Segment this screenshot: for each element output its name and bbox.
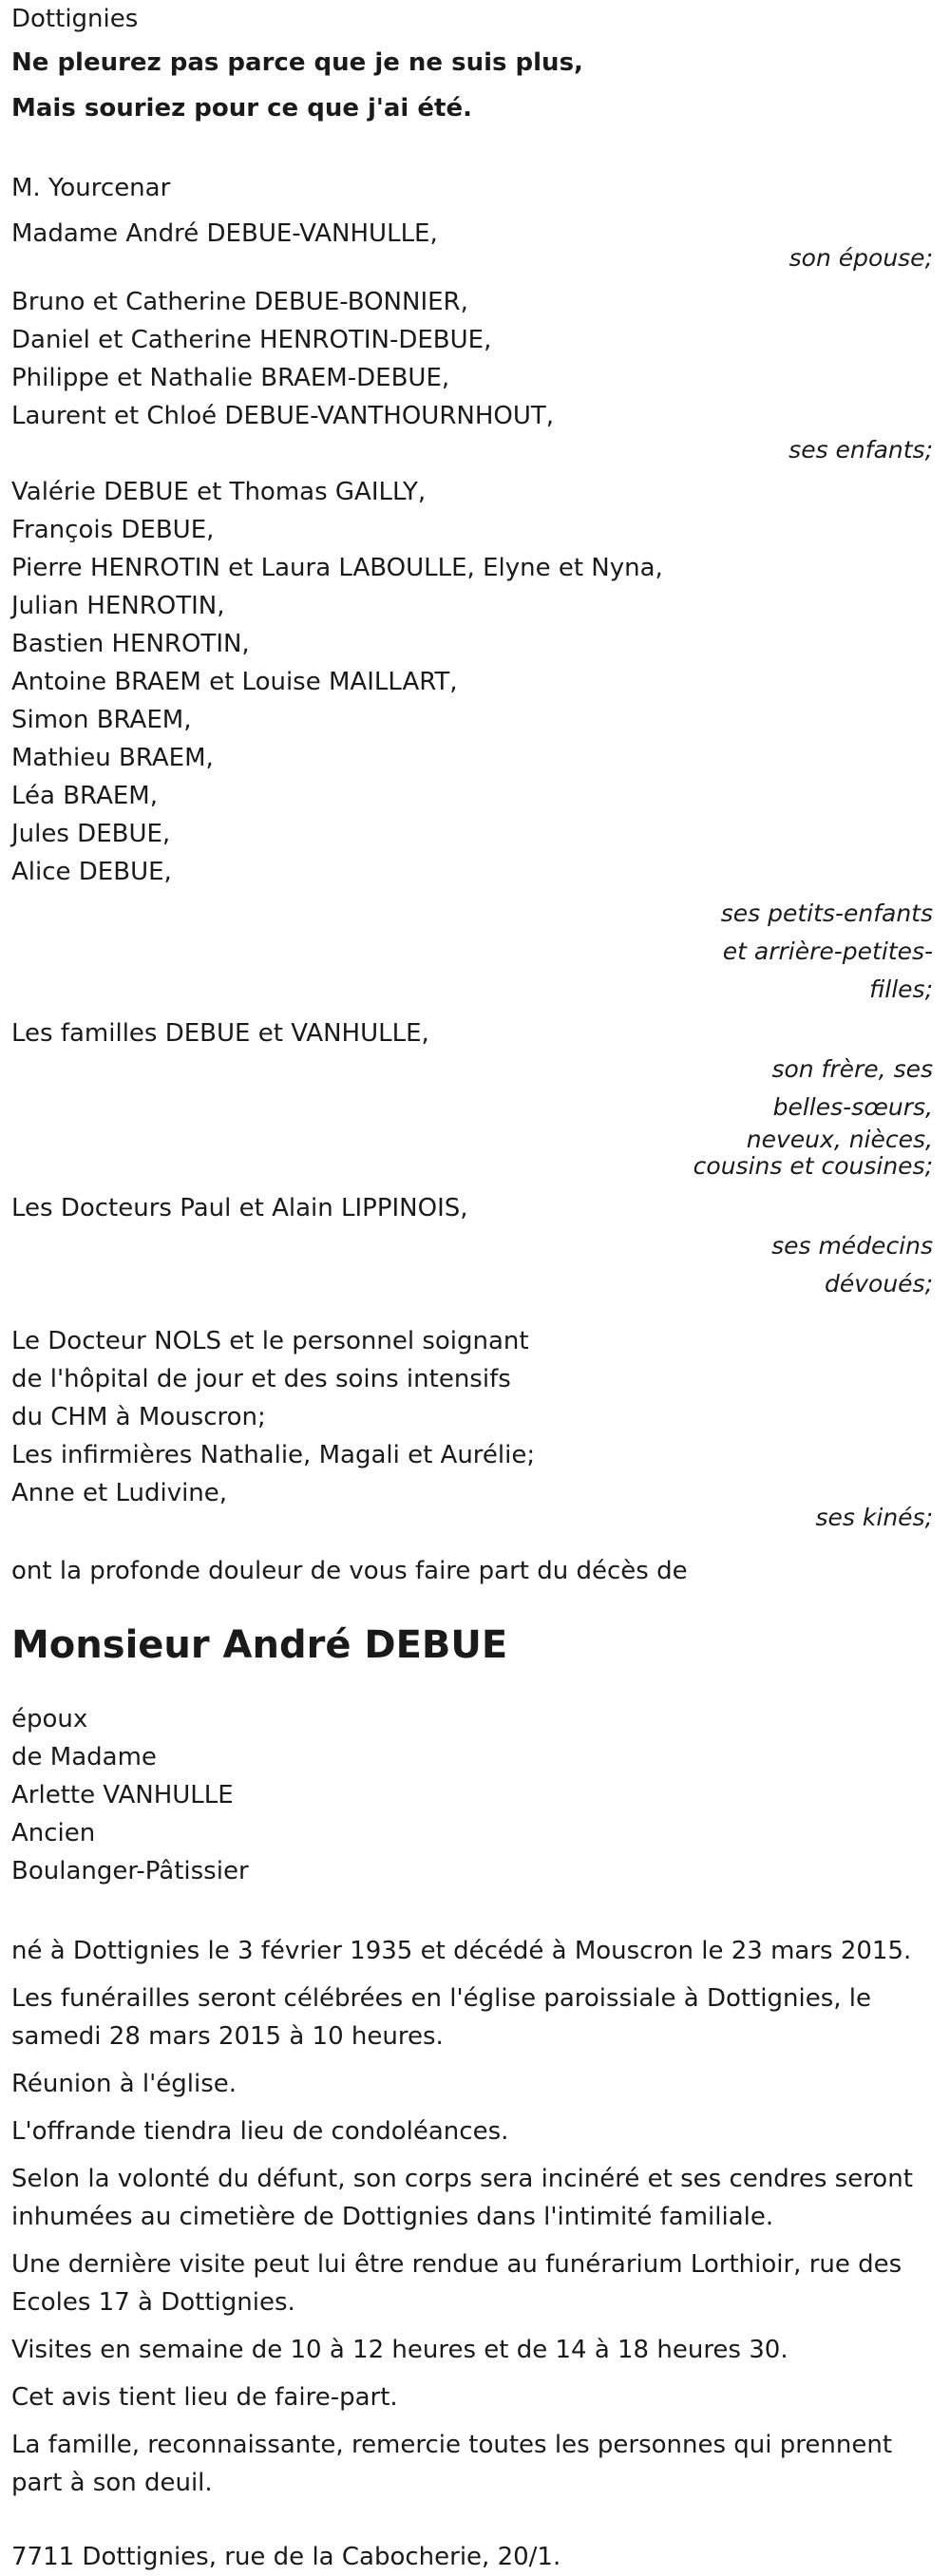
spouse-line: Boulanger-Pâtissier <box>11 1857 249 1885</box>
relation-label: cousins et cousines; <box>693 1152 933 1180</box>
spouse-info <box>11 1700 939 1890</box>
detail-paragraph: Une dernière visite peut lui être rendue au funérarium Lorthioir, rue des Ecoles 17 à Dottignies. <box>11 2250 902 2317</box>
family-name: Pierre HENROTIN et Laura LABOULLE, Elyne et Nyna, <box>11 554 663 582</box>
address-footer: 7711 Dottignies, rue de la Cabocherie, 20/1. <box>11 2543 561 2571</box>
family-name: Simon BRAEM, <box>11 706 192 734</box>
announcement-text: ont la profonde douleur de vous faire part du décès de <box>11 1557 688 1585</box>
family-group-5 <box>11 1189 939 1303</box>
poem-line-1: Ne pleurez pas parce que je ne suis plus, <box>11 48 583 77</box>
detail-paragraph: Réunion à l'église. <box>11 2070 238 2098</box>
family-name: Les Docteurs Paul et Alain LIPPINOIS, <box>11 1194 468 1222</box>
deceased-name: Monsieur André DEBUE <box>11 1623 508 1667</box>
detail-paragraph: La famille, reconnaissante, remercie toutes les personnes qui prennent part à son deuil. <box>11 2431 893 2497</box>
detail-paragraph: L'offrande tiendra lieu de condoléances. <box>11 2117 509 2146</box>
relation-label: et arrière-petites- <box>722 938 933 965</box>
relation-label: dévoués; <box>824 1270 933 1297</box>
family-name: Antoine BRAEM et Louise MAILLART, <box>11 668 458 696</box>
family-name: François DEBUE, <box>11 516 215 544</box>
family-name: Bastien HENROTIN, <box>11 630 250 658</box>
family-group-2 <box>11 283 939 469</box>
family-name: Laurent et Chloé DEBUE-VANTHOURNHOUT, <box>11 402 555 430</box>
family-name: du CHM à Mouscron; <box>11 1403 266 1431</box>
family-name: Bruno et Catherine DEBUE-BONNIER, <box>11 288 468 316</box>
family-name: Le Docteur NOLS et le personnel soignant <box>11 1327 529 1355</box>
family-name: Julian HENROTIN, <box>11 592 225 620</box>
spouse-line: époux <box>11 1705 88 1733</box>
family-name: Philippe et Nathalie BRAEM-DEBUE, <box>11 364 450 392</box>
relation-label: son frère, ses <box>771 1055 933 1083</box>
family-group-4 <box>11 1014 939 1180</box>
spouse-line: de Madame <box>11 1743 157 1771</box>
family-name: Les infirmières Nathalie, Magali et Aurélie; <box>11 1441 536 1469</box>
relation-label: ses kinés; <box>815 1504 933 1531</box>
relation-label: ses médecins <box>771 1232 933 1260</box>
family-name: Valérie DEBUE et Thomas GAILLY, <box>11 478 427 506</box>
family-group-6 <box>11 1322 939 1537</box>
relation-label: belles-sœurs, <box>772 1093 933 1121</box>
family-name: Les familles DEBUE et VANHULLE, <box>11 1019 429 1048</box>
detail-paragraph: Visites en semaine de 10 à 12 heures et de 14 à 18 heures 30. <box>11 2336 788 2364</box>
relation-label: filles; <box>869 975 933 1003</box>
relation-label: neveux, nièces, <box>746 1126 933 1153</box>
detail-paragraph: Les funérailles seront célébrées en l'église paroissiale à Dottignies, le samedi 28 mars 2015 à 10 heures. <box>11 1984 871 2051</box>
family-name: Madame André DEBUE-VANHULLE, <box>11 219 438 248</box>
spouse-line: Arlette VANHULLE <box>11 1781 234 1809</box>
family-name: Anne et Ludivine, <box>11 1479 228 1507</box>
relation-label: ses petits-enfants <box>720 900 933 927</box>
family-group-0 <box>11 169 939 207</box>
family-group-3 <box>11 473 939 1009</box>
family-name: Jules DEBUE, <box>11 820 171 848</box>
location-header: Dottignies <box>11 5 139 33</box>
family-name: Léa BRAEM, <box>11 782 158 810</box>
detail-paragraph: né à Dottignies le 3 février 1935 et décédé à Mouscron le 23 mars 2015. <box>11 1937 912 1965</box>
family-name: Mathieu BRAEM, <box>11 744 214 772</box>
detail-paragraph: Cet avis tient lieu de faire-part. <box>11 2383 398 2412</box>
relation-label: ses enfants; <box>788 436 933 464</box>
family-name: Alice DEBUE, <box>11 858 172 886</box>
family-group-1 <box>11 215 939 277</box>
family-name: de l'hôpital de jour et des soins intensifs <box>11 1365 511 1393</box>
relation-label: son épouse; <box>788 244 933 272</box>
spouse-line: Ancien <box>11 1819 96 1847</box>
family-name: M. Yourcenar <box>11 174 171 202</box>
family-name: Daniel et Catherine HENROTIN-DEBUE, <box>11 326 492 354</box>
detail-paragraph: Selon la volonté du défunt, son corps sera incinéré et ses cendres seront inhumées au cimetière de Dottignies dans l'intimité familiale. <box>11 2165 913 2231</box>
funeral-details <box>11 1932 939 2502</box>
poem-line-2: Mais souriez pour ce que j'ai été. <box>11 94 472 123</box>
